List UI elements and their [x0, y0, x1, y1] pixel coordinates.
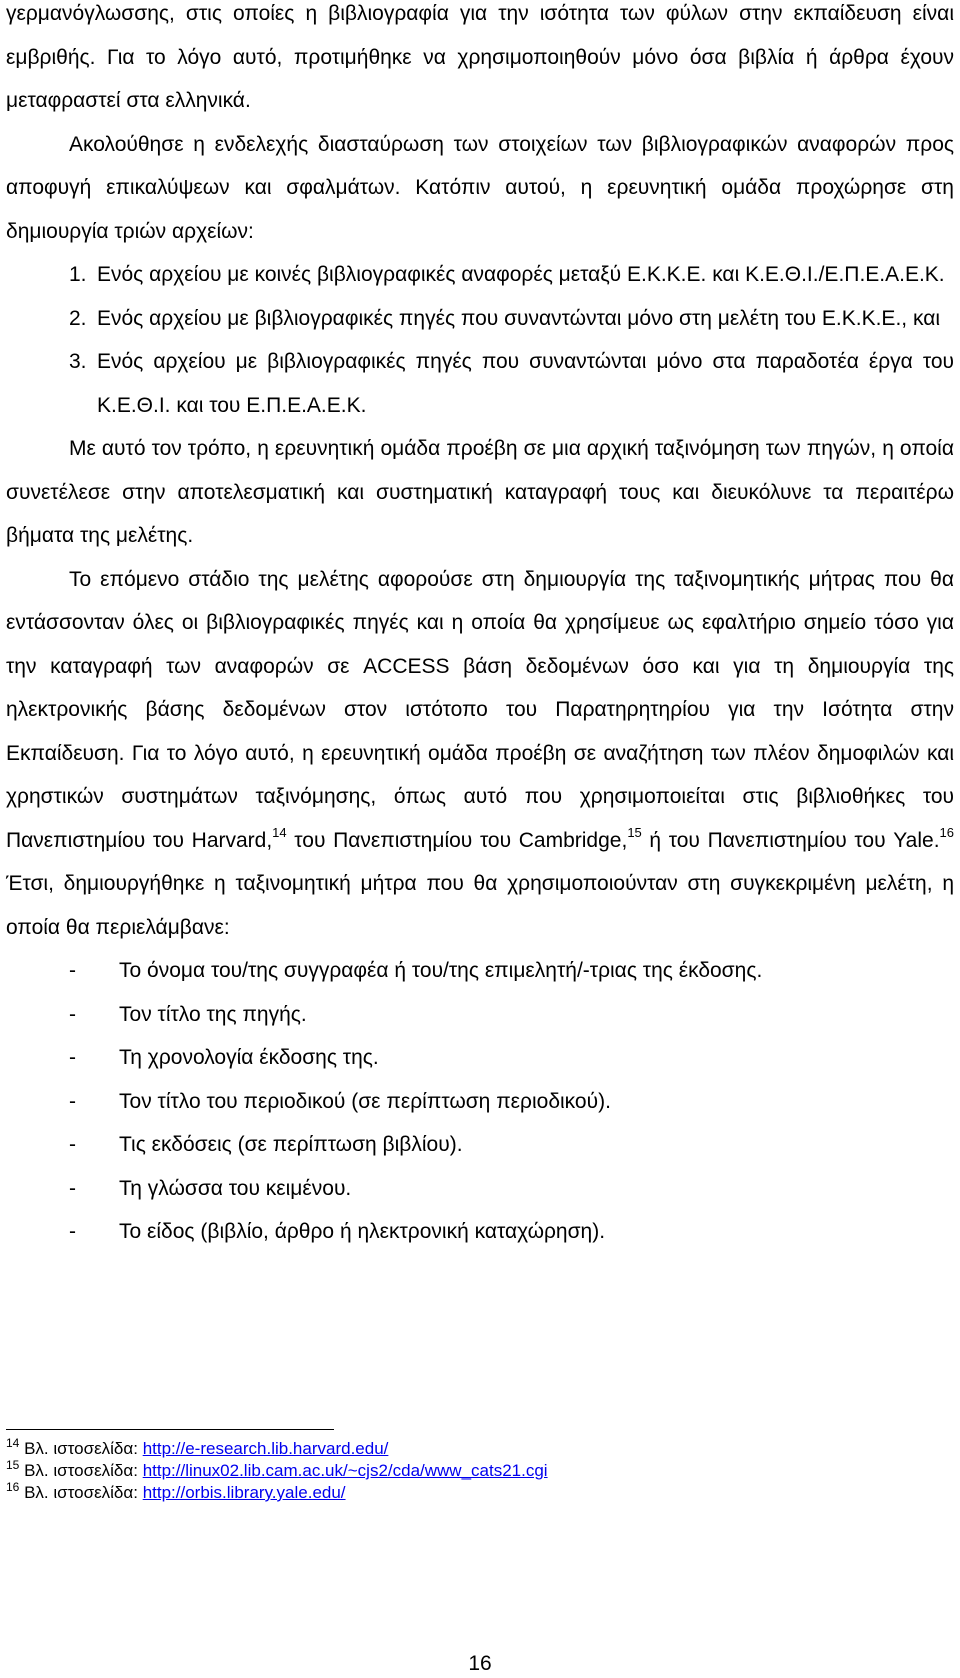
footnote-number: 15: [6, 1458, 20, 1472]
footnotes: [6, 1438, 946, 1504]
footnote-number: 14: [6, 1436, 20, 1450]
list-item: [6, 1210, 954, 1254]
paragraph-classification: Με αυτό τον τρόπο, η ερευνητική ομάδα προέβη σε μια αρχική ταξινόμηση των πηγών, η οποία συνετέλεσε στην αποτελεσματική και συστηματική καταγραφή τους και διευκόλυνε τα περαιτέρω βήματα της μελέτης.: [6, 437, 954, 547]
list-item: [6, 1123, 954, 1167]
list-item-text: Το όνομα του/της συγγραφέα ή του/της επιμελητή/-τριας της έκδοσης.: [119, 959, 763, 982]
list-item-text: Το είδος (βιβλίο, άρθρο ή ηλεκτρονική καταχώρηση).: [119, 1220, 606, 1243]
footnote-number: 16: [6, 1480, 20, 1494]
footnote-ref[interactable]: 15: [627, 824, 642, 840]
list-item-text: Τη χρονολογία έκδοσης της.: [119, 1046, 379, 1069]
page-number: 16: [468, 1652, 492, 1675]
list-item-text: Τη γλώσσα του κειμένου.: [119, 1176, 352, 1200]
dash-bullet: -: [69, 1176, 76, 1200]
list-item-text: Τις εκδόσεις (σε περίπτωση βιβλίου).: [119, 1133, 463, 1156]
list-item-text: Τον τίτλο της πηγής.: [119, 1002, 307, 1026]
list-item: [6, 993, 954, 1037]
dash-bullet: -: [69, 1133, 76, 1156]
footnote-link[interactable]: http://linux02.lib.cam.ac.uk/~cjs2/cda/www_cats21.cgi: [142, 1461, 548, 1480]
dash-bullet: -: [69, 1046, 76, 1069]
footnote-ref[interactable]: 16: [939, 824, 954, 840]
list-item: [6, 949, 954, 993]
footnote-ref[interactable]: 14: [272, 824, 287, 840]
list-item: [6, 297, 954, 341]
footnote-14: [6, 1438, 946, 1460]
footnote-separator: [6, 1429, 334, 1430]
footnote-link[interactable]: http://orbis.library.yale.edu/: [142, 1483, 346, 1502]
files-list: [6, 253, 954, 427]
list-item-text: Ενός αρχείου με βιβλιογραφικές πηγές που συναντώνται μόνο στα παραδοτέα έργα του Κ.Ε.Θ.Ι. και του Ε.Π.Ε.Α.Ε.Κ.: [97, 350, 954, 417]
paragraph-cross-check: Ακολούθησε η ενδελεχής διασταύρωση των στοιχείων των βιβλιογραφικών αναφορών προς αποφυγή επικαλύψεων και σφαλμάτων. Κατόπιν αυτού, η ερευνητική ομάδα προχώρησε στη δημιουργία τριών αρχείων:: [6, 132, 954, 243]
footnote-label: Βλ. ιστοσελίδα:: [24, 1483, 138, 1502]
taxonomy-fields-list: [6, 949, 954, 1254]
footnote-label: Βλ. ιστοσελίδα:: [24, 1439, 138, 1458]
paragraph-taxonomy: [6, 558, 954, 950]
paragraph-text: του Πανεπιστημίου του Cambridge,: [286, 828, 628, 852]
dash-bullet: -: [69, 1220, 76, 1243]
footnote-16: [6, 1482, 946, 1504]
footnote-link[interactable]: http://e-research.lib.harvard.edu/: [142, 1439, 389, 1458]
intro-paragraph: γερμανόγλωσσης, στις οποίες η βιβλιογραφία για την ισότητα των φύλων στην εκπαίδευση είναι εμβριθής. Για το λόγο αυτό, προτιμήθηκε να χρησιμοποιηθούν μόνο όσα βιβλία ή άρθρα έχουν μεταφραστεί στα ελληνικά.: [6, 2, 954, 112]
list-item: [6, 253, 954, 297]
paragraph-text: Έτσι, δημιουργήθηκε η ταξινομητική μήτρα που θα χρησιμοποιούνταν στη συγκεκριμένη μελέτη, η οποία θα περιελάμβανε:: [6, 872, 954, 939]
footnote-15: [6, 1460, 946, 1482]
dash-bullet: -: [69, 959, 76, 982]
list-item-number: 3.: [69, 350, 87, 373]
list-item: [6, 1167, 954, 1211]
paragraph-text: Το επόμενο στάδιο της μελέτης αφορούσε στη δημιουργία της ταξινομητικής μήτρας που θα εντάσσονταν όλες οι βιβλιογραφικές πηγές και η οποία θα χρησίμευε ως εφαλτήριο σημείο τόσο για την καταγραφή των αναφορών σε ACCESS βάση δεδομένων όσο και για τη δημιουργία της ηλεκτρονικής βάσης δεδομένων στον ιστότοπο του Παρατηρητηρίου για την Ισότητα στην Εκπαίδευση. Για το λόγο αυτό, η ερευνητική ομάδα προέβη σε αναζήτηση των πλέον δημοφιλών και χρηστικών συστημάτων ταξινόμησης, όπως αυτό που χρησιμοποιείται στις βιβλιοθήκες του Πανεπιστημίου του Harvard,: [6, 567, 954, 852]
dash-bullet: -: [69, 1089, 76, 1113]
list-item: [6, 1036, 954, 1080]
list-item-number: 2.: [69, 306, 87, 330]
list-item: [6, 340, 954, 427]
dash-bullet: -: [69, 1002, 76, 1026]
footnote-label: Βλ. ιστοσελίδα:: [24, 1461, 138, 1480]
list-item: [6, 1080, 954, 1124]
list-item-text: Ενός αρχείου με κοινές βιβλιογραφικές αναφορές μεταξύ Ε.Κ.Κ.Ε. και Κ.Ε.Θ.Ι./Ε.Π.Ε.Α.Ε.Κ.: [97, 263, 945, 286]
list-item-text: Τον τίτλο του περιοδικού (σε περίπτωση περιοδικού).: [119, 1089, 611, 1113]
list-item-number: 1.: [69, 263, 87, 286]
list-item-text: Ενός αρχείου με βιβλιογραφικές πηγές που συναντώνται μόνο στη μελέτη του Ε.Κ.Κ.Ε., και: [97, 306, 940, 330]
body-text: [6, 0, 954, 1254]
paragraph-text: ή του Πανεπιστημίου του Yale.: [641, 828, 940, 852]
